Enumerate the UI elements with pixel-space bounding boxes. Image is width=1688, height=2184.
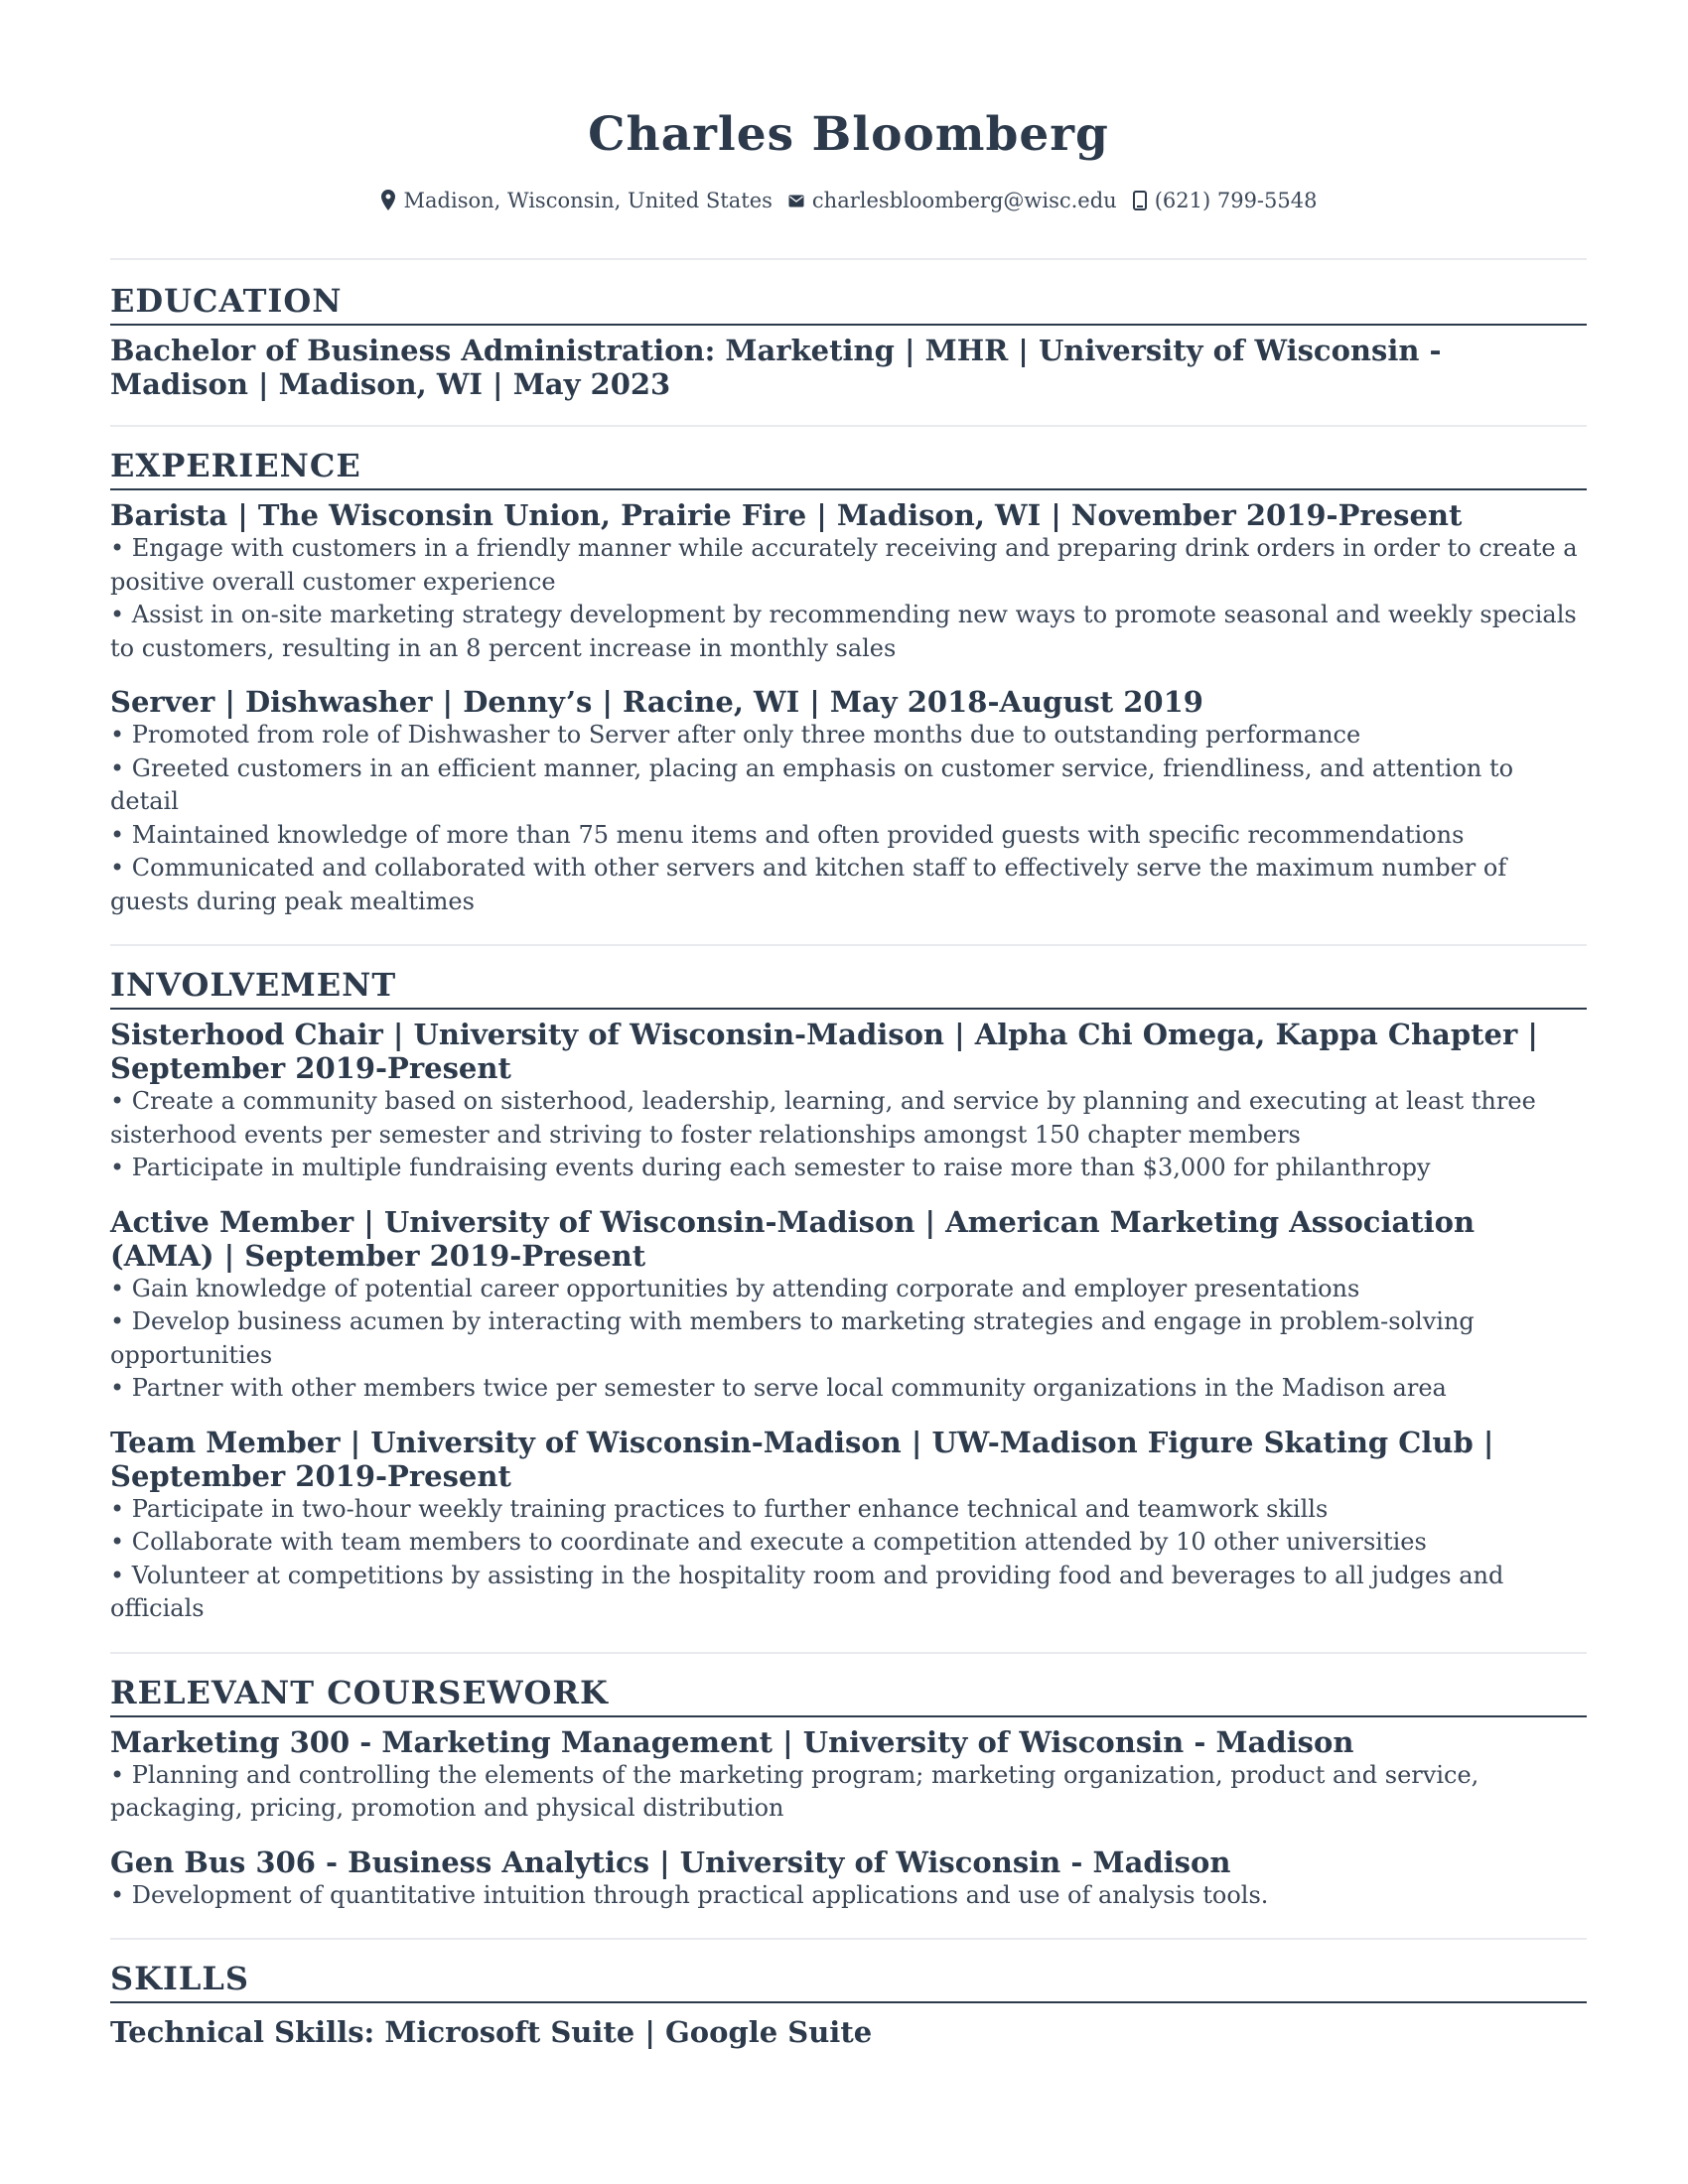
bullet-item: • Participate in two-hour weekly training practices to further enhance technical and teamwork skills xyxy=(110,1494,1329,1523)
bullet-item: • Develop business acumen by interacting with members to marketing strategies and engage in problem-solving opportunities xyxy=(110,1307,1475,1369)
entry-heading: Server | Dishwasher | Denny’s | Racine, WI | May 2018-August 2019 xyxy=(110,685,1203,719)
entry-heading: Sisterhood Chair | University of Wisconsin-Madison | Alpha Chi Omega, Kappa Chapter | September 2019-Present xyxy=(110,1018,1538,1085)
involvement-section xyxy=(110,946,1587,1626)
involvement-entry xyxy=(110,1205,1587,1406)
bullet-item: • Create a community based on sisterhood, leadership, learning, and service by planning and executing at least three sisterhood events per semester and striving to foster relationships amongst 150 chapter members xyxy=(110,1087,1536,1149)
bullet-item: • Engage with customers in a friendly manner while accurately receiving and preparing drink orders in order to create a positive overall customer experience xyxy=(110,534,1578,596)
involvement-entry xyxy=(110,1018,1587,1185)
involvement-title: INVOLVEMENT xyxy=(110,966,1587,1010)
phone-icon xyxy=(1133,191,1147,210)
resume-page xyxy=(110,0,1587,2049)
experience-entry xyxy=(110,498,1587,665)
experience-entry xyxy=(110,685,1587,918)
coursework-title: RELEVANT COURSEWORK xyxy=(110,1674,1587,1717)
coursework-entry xyxy=(110,1845,1587,1913)
involvement-entry xyxy=(110,1426,1587,1626)
location-text: Madison, Wisconsin, United States xyxy=(403,189,773,212)
location-pin-icon xyxy=(380,189,396,212)
experience-title: EXPERIENCE xyxy=(110,447,1587,490)
candidate-name: Charles Bloomberg xyxy=(588,107,1109,162)
coursework-section xyxy=(110,1654,1587,1913)
skills-title: SKILLS xyxy=(110,1960,1587,2003)
bullet-item: • Maintained knowledge of more than 75 menu items and often provided guests with specific recommendations xyxy=(110,820,1465,849)
email-text[interactable]: charlesbloomberg@wisc.edu xyxy=(811,189,1117,212)
phone-text[interactable]: (621) 799-5548 xyxy=(1154,189,1318,212)
entry-heading: Gen Bus 306 - Business Analytics | University of Wisconsin - Madison xyxy=(110,1844,1231,1879)
entry-heading: Team Member | University of Wisconsin-Madison | UW-Madison Figure Skating Club | September 2019-Present xyxy=(110,1425,1494,1493)
contact-phone[interactable] xyxy=(1133,187,1318,214)
bullet-item: • Communicated and collaborated with other servers and kitchen staff to effectively serve the maximum number of guests during peak mealtimes xyxy=(110,854,1507,915)
contact-email[interactable] xyxy=(788,187,1117,214)
education-title: EDUCATION xyxy=(110,282,1587,326)
bullet-item: • Promoted from role of Dishwasher to Server after only three months due to outstanding performance xyxy=(110,721,1361,749)
skills-line: Technical Skills: Microsoft Suite | Google Suite xyxy=(110,2015,873,2049)
skills-entry xyxy=(110,2015,1587,2049)
bullet-item: • Planning and controlling the elements of the marketing program; marketing organization, product and service, packaging, pricing, promotion and physical distribution xyxy=(110,1760,1479,1822)
education-section xyxy=(110,260,1587,401)
bullet-item: • Collaborate with team members to coordinate and execute a competition attended by 10 other universities xyxy=(110,1528,1427,1556)
coursework-entry xyxy=(110,1725,1587,1826)
skills-section xyxy=(110,1940,1587,2049)
bullet-item: • Greeted customers in an efficient manner, placing an emphasis on customer service, friendliness, and attention to detail xyxy=(110,753,1514,815)
contact-info xyxy=(110,187,1587,214)
entry-heading: Marketing 300 - Marketing Management | University of Wisconsin - Madison xyxy=(110,1724,1354,1759)
bullet-item: • Volunteer at competitions by assisting in the hospitality room and providing food and beverages to all judges and officials xyxy=(110,1561,1504,1622)
contact-location xyxy=(380,187,773,214)
entry-heading: Active Member | University of Wisconsin-Madison | American Marketing Association (AMA) | September 2019-Present xyxy=(110,1204,1476,1273)
mail-icon xyxy=(788,195,804,207)
bullet-item: • Development of quantitative intuition through practical applications and use of analysis tools. xyxy=(110,1880,1269,1909)
entry-heading: Barista | The Wisconsin Union, Prairie Fire | Madison, WI | November 2019-Present xyxy=(110,498,1463,532)
education-entry xyxy=(110,334,1587,401)
bullet-item: • Assist in on-site marketing strategy development by recommending new ways to promote seasonal and weekly specials to customers, resulting in an 8 percent increase in monthly sales xyxy=(110,601,1577,662)
experience-section xyxy=(110,427,1587,918)
bullet-item: • Participate in multiple fundraising events during each semester to raise more than $3,000 for philanthropy xyxy=(110,1154,1431,1181)
entry-heading: Bachelor of Business Administration: Marketing | MHR | University of Wisconsin - Madison | Madison, WI | May 2023 xyxy=(110,334,1442,401)
bullet-item: • Gain knowledge of potential career opportunities by attending corporate and employer presentations xyxy=(110,1274,1360,1302)
bullet-item: • Partner with other members twice per semester to serve local community organizations in the Madison area xyxy=(110,1374,1447,1402)
